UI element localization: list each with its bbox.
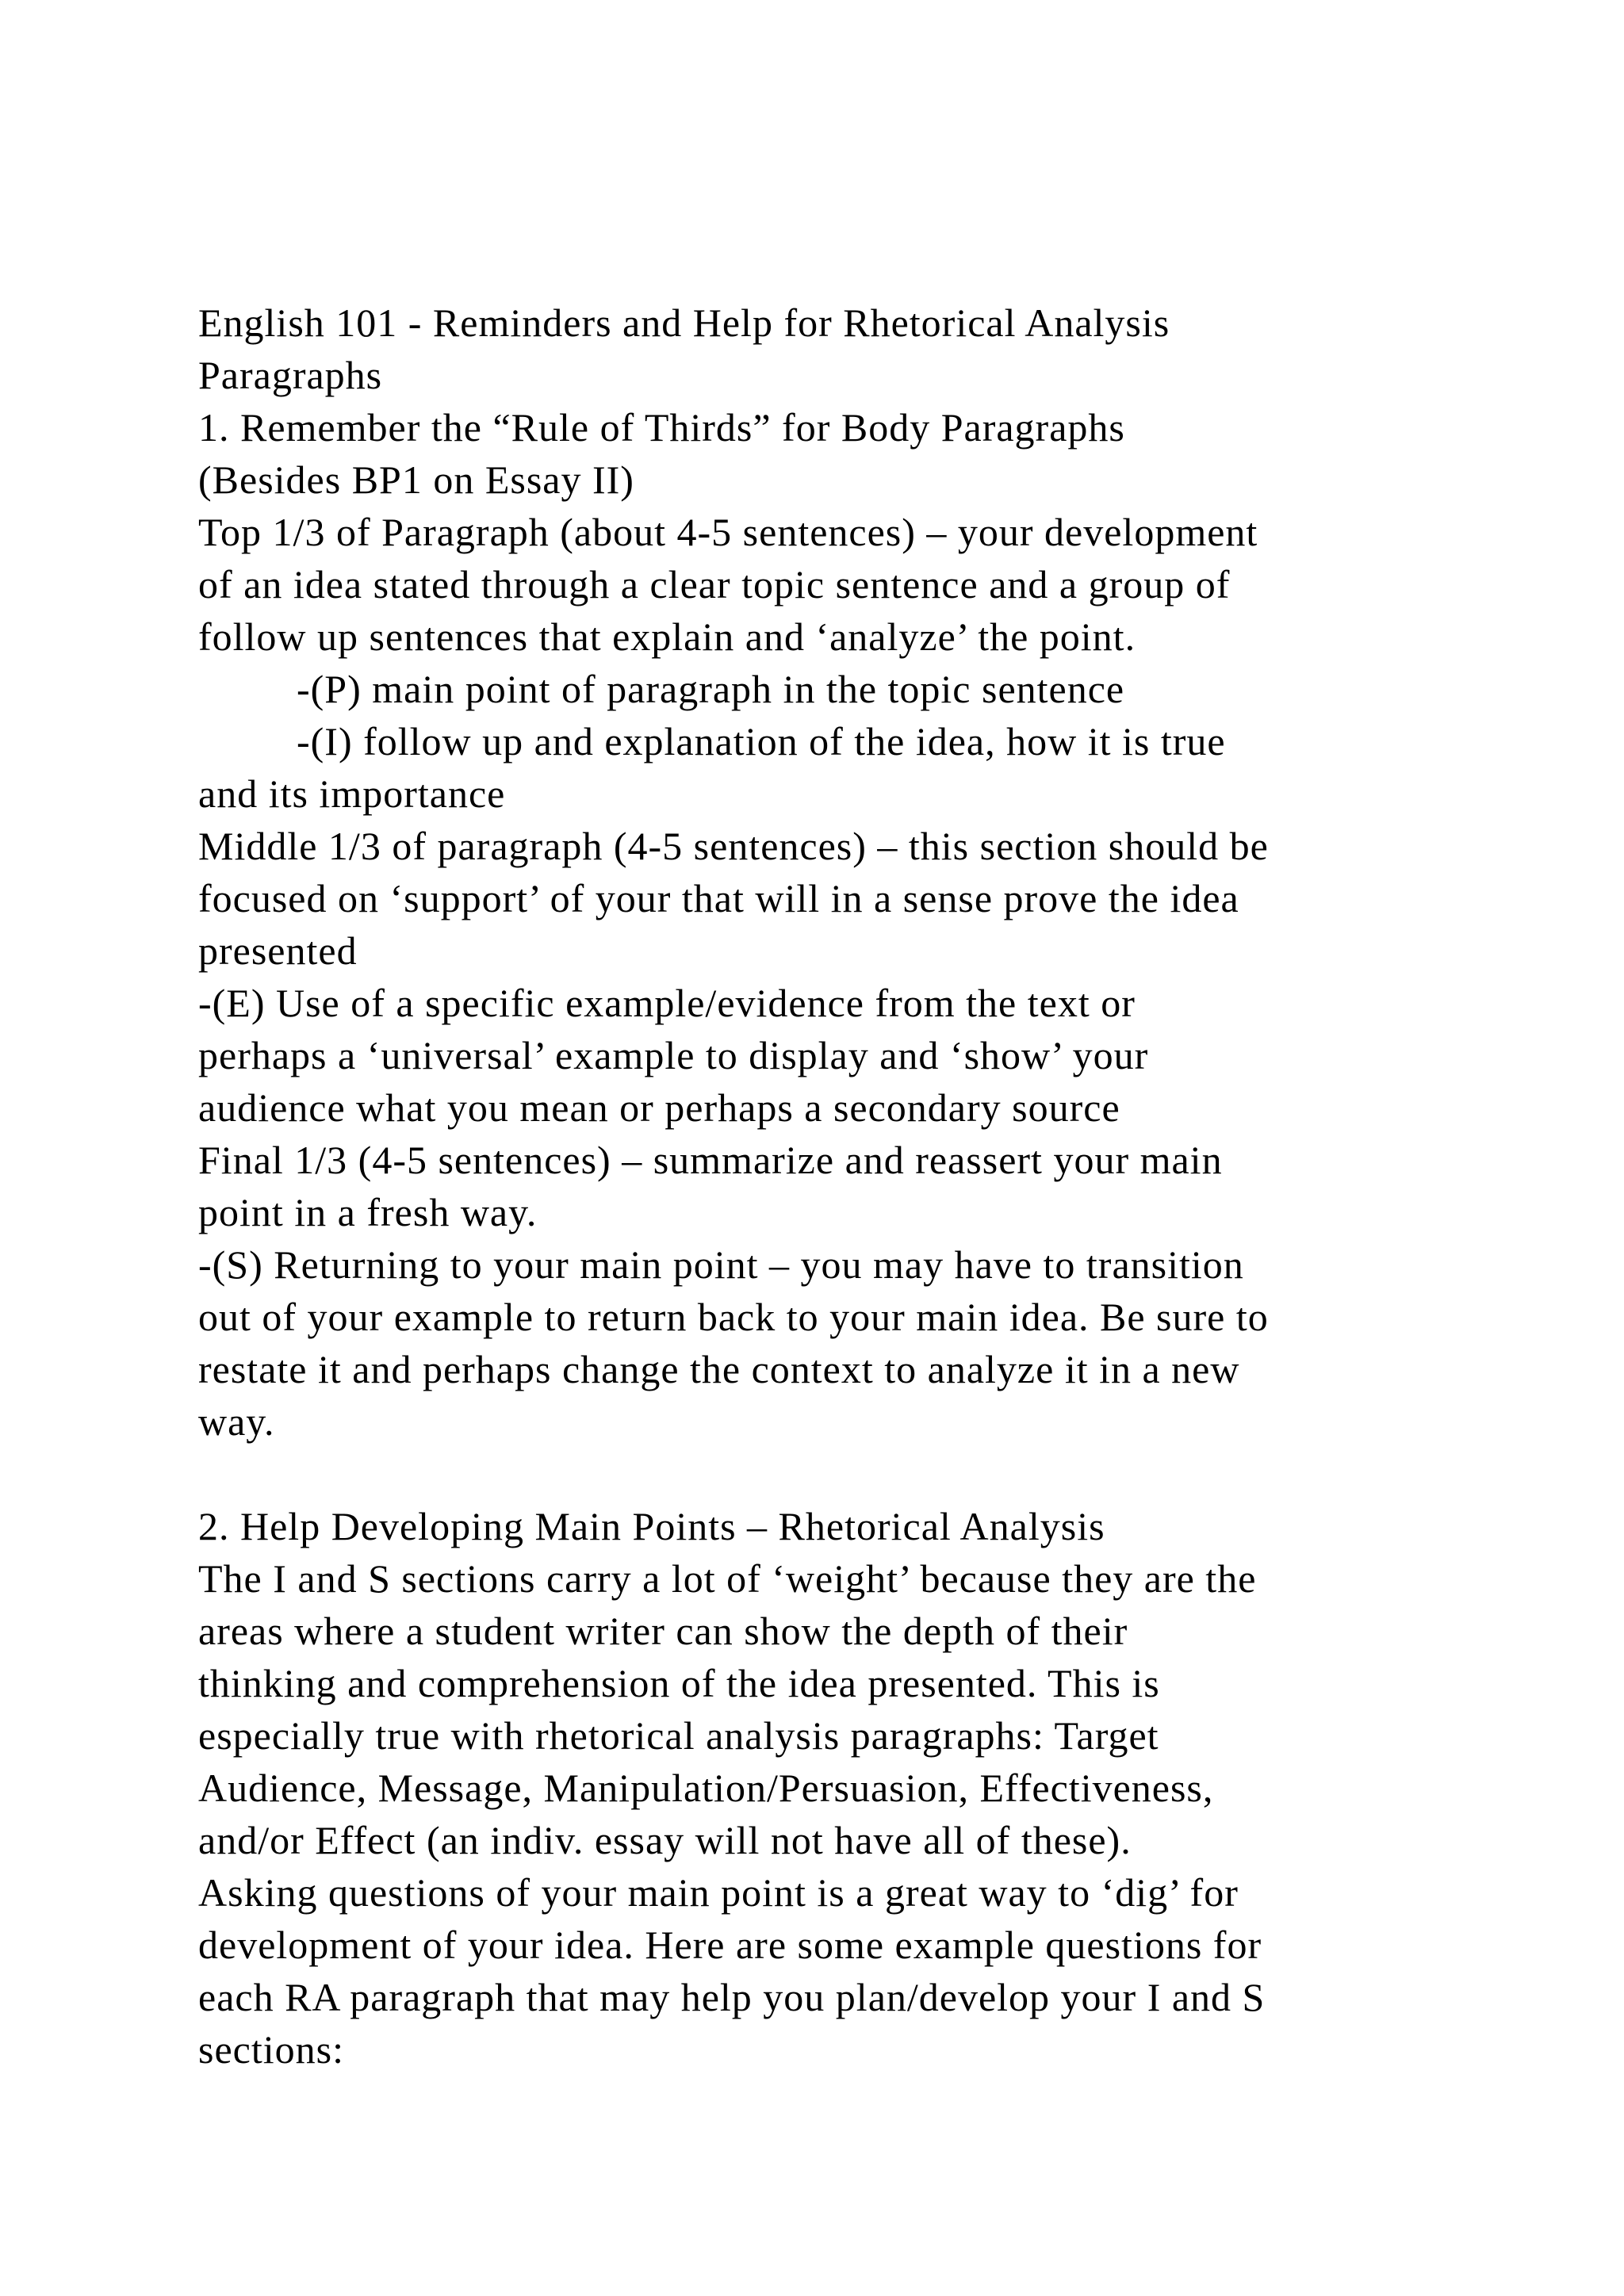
text-line: Audience, Message, Manipulation/Persuasion, Effectiveness,: [198, 1766, 1214, 1810]
text-line: point in a fresh way.: [198, 1190, 538, 1234]
section-1-subheading: (Besides BP1 on Essay II): [198, 457, 634, 502]
text-line: follow up sentences that explain and ‘analyze’ the point.: [198, 614, 1136, 659]
text-line: Middle 1/3 of paragraph (4-5 sentences) – this section should be: [198, 824, 1269, 868]
point-i-line: -(I) follow up and explanation of the idea, how it is true: [297, 719, 1226, 763]
document-title: English 101 - Reminders and Help for Rhetorical Analysis: [198, 300, 1170, 345]
text-line: thinking and comprehension of the idea presented. This is: [198, 1661, 1160, 1705]
text-line: and/or Effect (an indiv. essay will not have all of these).: [198, 1818, 1132, 1862]
text-line: development of your idea. Here are some example questions for: [198, 1923, 1262, 1967]
point-s-line: -(S) Returning to your main point – you may have to transition: [198, 1242, 1244, 1287]
text-line: presented: [198, 928, 358, 973]
text-line: out of your example to return back to your main idea. Be sure to: [198, 1295, 1269, 1339]
section-1-heading: 1. Remember the “Rule of Thirds” for Body Paragraphs: [198, 405, 1125, 450]
text-line: focused on ‘support’ of your that will in a sense prove the idea: [198, 876, 1239, 920]
text-line: audience what you mean or perhaps a secondary source: [198, 1085, 1120, 1130]
text-line: Top 1/3 of Paragraph (about 4-5 sentences) – your development: [198, 510, 1258, 554]
document-body: [198, 297, 1515, 2076]
text-line: perhaps a ‘universal’ example to display and ‘show’ your: [198, 1033, 1149, 1077]
point-e-line: -(E) Use of a specific example/evidence from the text or: [198, 981, 1136, 1025]
text-line: sections:: [198, 2027, 344, 2072]
text-line: The I and S sections carry a lot of ‘weight’ because they are the: [198, 1556, 1257, 1601]
section-2-heading: 2. Help Developing Main Points – Rhetorical Analysis: [198, 1504, 1105, 1548]
text-line: way.: [198, 1399, 275, 1444]
text-line: Final 1/3 (4-5 sentences) – summarize and reassert your main: [198, 1138, 1223, 1182]
text-line: Asking questions of your main point is a great way to ‘dig’ for: [198, 1870, 1239, 1915]
text-line: and its importance: [198, 771, 506, 816]
document-title-continued: Paragraphs: [198, 353, 383, 397]
text-line: of an idea stated through a clear topic sentence and a group of: [198, 562, 1231, 607]
text-line: especially true with rhetorical analysis paragraphs: Target: [198, 1713, 1159, 1758]
point-p-line: -(P) main point of paragraph in the topic sentence: [297, 667, 1125, 711]
text-line: areas where a student writer can show the depth of their: [198, 1609, 1128, 1653]
text-line: restate it and perhaps change the context to analyze it in a new: [198, 1347, 1240, 1391]
blank-line: [198, 1448, 1515, 1500]
text-line: each RA paragraph that may help you plan/develop your I and S: [198, 1975, 1266, 2019]
